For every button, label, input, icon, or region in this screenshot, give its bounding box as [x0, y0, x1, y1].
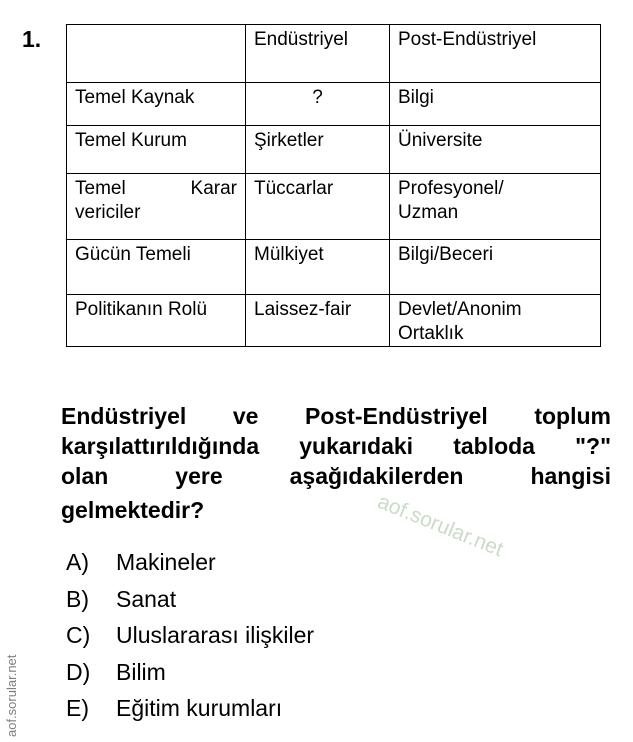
post-industrial-line1: Devlet/Anonim: [398, 299, 522, 320]
header-post-industrial: Post-Endüstriyel: [390, 25, 601, 83]
post-industrial-cell: Üniversite: [390, 126, 601, 174]
table-header-row: [67, 25, 601, 83]
question-word: tabloda: [453, 433, 535, 459]
option-d[interactable]: [66, 654, 314, 691]
question-word: Endüstriyel: [61, 403, 187, 429]
answer-options: [66, 544, 314, 727]
question-number: 1.: [22, 26, 42, 52]
header-empty-cell: [67, 25, 246, 83]
option-letter: B): [66, 585, 89, 612]
industrial-cell: Tüccarlar: [246, 174, 390, 240]
question-word: "?": [575, 433, 611, 459]
option-e[interactable]: [66, 690, 314, 727]
header-industrial: Endüstriyel: [246, 25, 390, 83]
question-word: Post-Endüstriyel: [304, 403, 488, 429]
post-industrial-cell: Bilgi/Beceri: [390, 240, 601, 295]
row-label-word: Temel: [75, 178, 126, 199]
row-label: Gücün Temeli: [67, 240, 246, 295]
table-row: [67, 126, 601, 174]
row-label-word: Karar: [190, 178, 237, 199]
question-word: ve: [232, 403, 259, 429]
post-industrial-line1: Profesyonel/: [398, 178, 504, 199]
option-b[interactable]: [66, 581, 314, 618]
option-letter: C): [66, 622, 91, 648]
question-word: gelmektedir?: [61, 497, 205, 523]
industrial-cell: Mülkiyet: [246, 240, 390, 295]
option-text: Eğitim kurumları: [116, 695, 283, 721]
post-industrial-cell: [390, 295, 601, 347]
industrial-cell: Şirketler: [246, 126, 390, 174]
post-industrial-line2: Ortaklık: [398, 323, 464, 344]
question-word: karşılattırıldığında: [61, 433, 260, 459]
row-label: Politikanın Rolü: [67, 295, 246, 347]
question-word: yukarıdaki: [299, 433, 414, 459]
table-row: [67, 174, 601, 240]
table-row: [67, 240, 601, 295]
row-label: Temel Kaynak: [67, 83, 246, 126]
post-industrial-line2: Uzman: [398, 202, 459, 223]
question-line: [61, 495, 611, 525]
question-word: yere: [175, 463, 223, 489]
option-letter: E): [66, 695, 89, 721]
row-label: Temel Kurum: [67, 126, 246, 174]
option-letter: A): [66, 549, 89, 575]
question-word: olan: [61, 463, 109, 489]
watermark: aof.sorular.net: [374, 490, 507, 562]
option-text: Bilim: [116, 658, 166, 685]
table-row: [67, 83, 601, 126]
option-text: Sanat: [116, 585, 177, 612]
question-line: [61, 461, 611, 491]
question-text: [61, 401, 611, 525]
option-c[interactable]: [66, 617, 314, 654]
option-a[interactable]: [66, 544, 314, 581]
industrial-cell: Laissez-fair: [246, 295, 390, 347]
table-row: [67, 295, 601, 347]
post-industrial-cell: Bilgi: [390, 83, 601, 126]
post-industrial-cell: [390, 174, 601, 240]
row-label: [67, 174, 246, 240]
question-word: hangisi: [530, 463, 611, 489]
option-letter: D): [66, 658, 91, 685]
option-text: Makineler: [116, 549, 216, 575]
option-text: Uluslararası ilişkiler: [116, 622, 315, 648]
question-mark-cell: ?: [246, 83, 390, 126]
row-label-line2: vericiler: [75, 202, 141, 223]
question-line: [61, 401, 611, 431]
question-line: [61, 431, 611, 461]
question-word: aşağıdakilerden: [289, 463, 464, 489]
question-word: toplum: [534, 403, 611, 429]
comparison-table: [66, 24, 601, 347]
side-watermark: aof.sorular.net: [4, 654, 19, 737]
